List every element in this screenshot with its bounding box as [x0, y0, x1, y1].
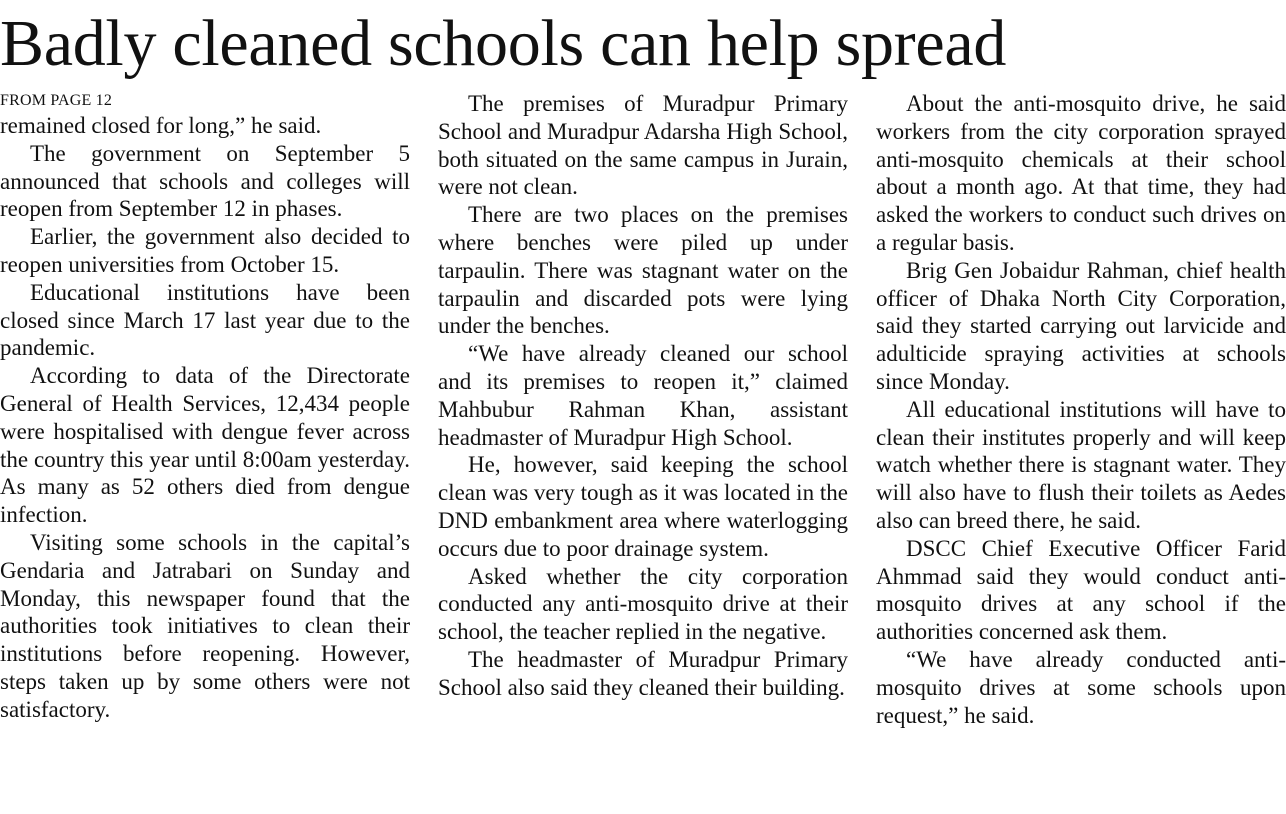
paragraph: About the anti-mosquito drive, he said workers from the city corporation sprayed anti-mosquito chemicals at their school about a month ago. At that time, they had asked the workers to conduct such drives on a regular basis.: [876, 91, 1286, 255]
paragraph: All educational institutions will have to clean their institutes properly and will keep watch whether there is stagnant water. They will also have to flush their toilets as Aedes also can breed there, he said.: [876, 396, 1286, 533]
paragraph: Visiting some schools in the capital’s Gendaria and Jatrabari on Sunday and Monday, this newspaper found that the authorities took initiatives to clean their institutions before reopening. However, steps taken up by some others were not satisfactory.: [0, 529, 410, 722]
paragraph: The premises of Muradpur Primary School and Muradpur Adarsha High School, both situated on the same campus in Jurain, were not clean.: [438, 91, 848, 200]
continuation-kicker: FROM PAGE 12: [0, 92, 113, 109]
paragraph: Asked whether the city corporation conducted any anti-mosquito drive at their school, the teacher replied in the negative.: [438, 563, 848, 645]
paragraph: “We have already conducted anti-mosquito drives at some schools upon request,” he said.: [876, 646, 1286, 728]
paragraph: According to data of the Directorate General of Health Services, 12,434 people were hospitalised with dengue fever across the country this year until 8:00am yesterday. As many as 52 others died from dengue infection.: [0, 363, 410, 528]
paragraph: remained closed for long,” he said.: [0, 113, 322, 138]
paragraph: Brig Gen Jobaidur Rahman, chief health officer of Dhaka North City Corporation, said they started carrying out larvicide and adulticide spraying activities at schools since Monday.: [876, 257, 1286, 394]
article-column-2: [438, 90, 848, 702]
paragraph: There are two places on the premises where benches were piled up under tarpaulin. There was stagnant water on the tarpaulin and discarded pots were lying under the benches.: [438, 202, 848, 339]
paragraph: DSCC Chief Executive Officer Farid Ahmmad said they would conduct anti-mosquito drives at any school if the authorities concerned ask them.: [876, 535, 1286, 645]
paragraph: The headmaster of Muradpur Primary School also said they cleaned their building.: [438, 646, 848, 700]
paragraph: He, however, said keeping the school clean was very tough as it was located in the DND embankment area where waterlogging occurs due to poor drainage system.: [438, 452, 848, 561]
article-column-3: [876, 90, 1286, 729]
paragraph: The government on September 5 announced that schools and colleges will reopen from September 12 in phases.: [0, 140, 410, 222]
paragraph: Earlier, the government also decided to reopen universities from October 15.: [0, 224, 410, 277]
paragraph: Educational institutions have been closed since March 17 last year due to the pandemic.: [0, 279, 410, 361]
article-column-1: [0, 90, 410, 724]
paragraph: “We have already cleaned our school and its premises to reopen it,” claimed Mahbubur Rahman Khan, assistant headmaster of Muradpur High School.: [438, 341, 848, 450]
headline: Badly cleaned schools can help spread: [0, 7, 1007, 80]
